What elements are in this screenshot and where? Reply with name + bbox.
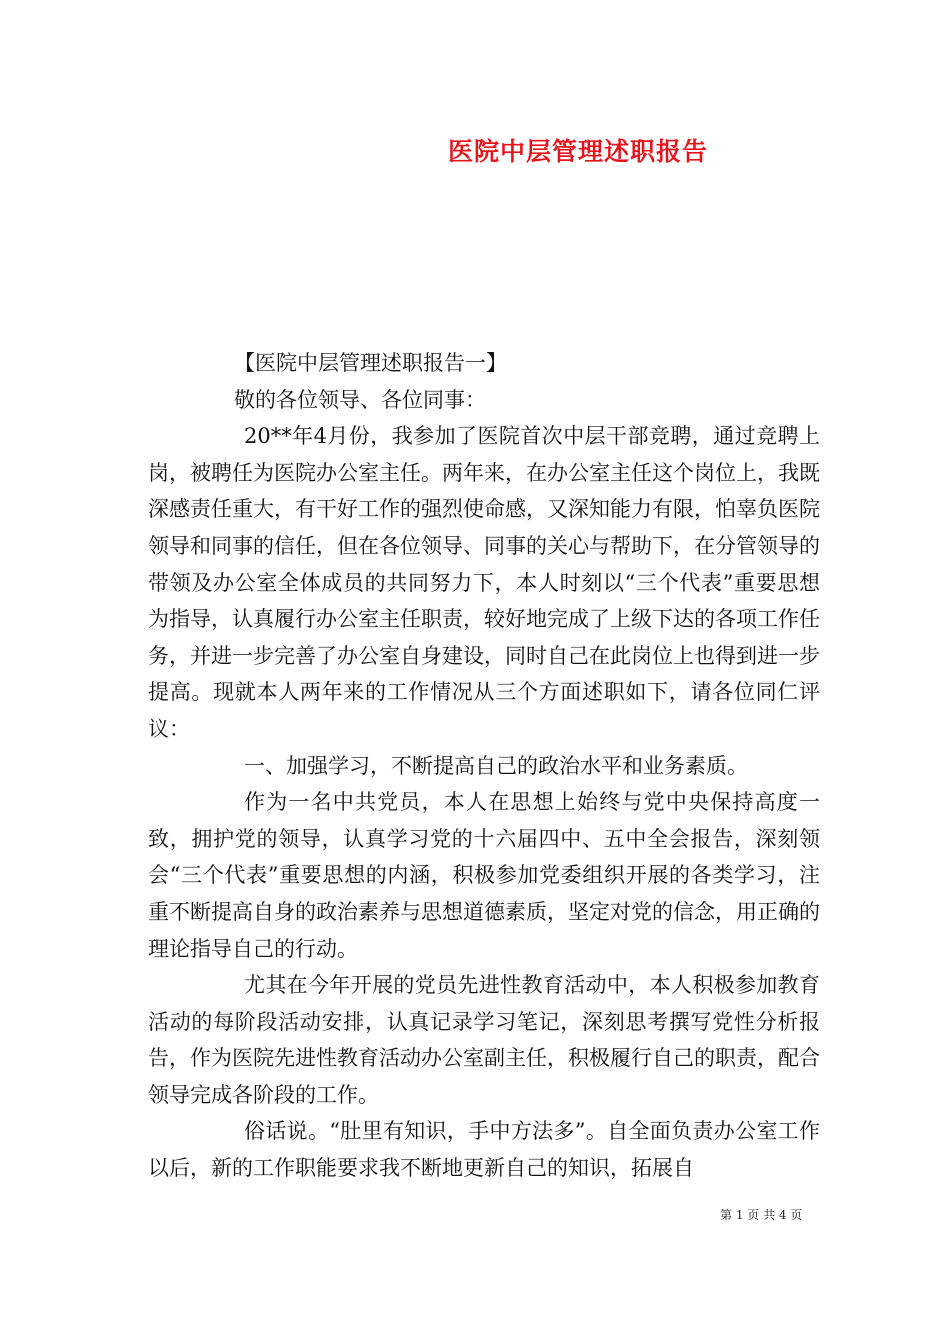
paragraph-2-heading: 一、加强学习，不断提高自己的政治水平和业务素质。	[244, 753, 748, 778]
salutation: 敬的各位领导、各位同事：	[234, 387, 486, 412]
document-title: 医院中层管理述职报告	[448, 137, 709, 166]
page-number-footer: 第 1 页 共 4 页	[720, 1208, 803, 1222]
paragraph-3: 作为一名中共党员，本人在思想上始终与党中央保持高度一致，拥护党的领导，认真学习党的十六届四中、五中全会报告，深刻领会“三个代表”重要思想的内涵，积极参加党委组织开展的各类学习，注重不断提高自身的政治素养与思想道德素质，坚定对党的信念，用正确的理论指导自己的行动。	[148, 790, 820, 961]
section-heading: 【医院中层管理述职报告一】	[234, 351, 507, 375]
paragraph-1: 20**年4月份，我参加了医院首次中层干部竞聘，通过竞聘上岗，被聘任为医院办公室主任。两年来，在办公室主任这个岗位上，我既深感责任重大，有干好工作的强烈使命感，又深知能力有限，怕辜负医院领导和同事的信任，但在各位领导、同事的关心与帮助下，在分管领导的带领及办公室全体成员的共同努力下，本人时刻以“三个代表”重要思想为指导，认真履行办公室主任职责，较好地完成了上级下达的各项工作任务，并进一步完善了办公室自身建设，同时自己在此岗位上也得到进一步提高。现就本人两年来的工作情况从三个方面述职如下，请各位同仁评议：	[148, 424, 820, 741]
paragraph-5: 俗话说。“肚里有知识，手中方法多”。自全面负责办公室工作以后，新的工作职能要求我不断地更新自己的知识，拓展自	[148, 1119, 820, 1181]
paragraph-4: 尤其在今年开展的党员先进性教育活动中，本人积极参加教育活动的每阶段活动安排，认真记录学习笔记，深刻思考撰写党性分析报告，作为医院先进性教育活动办公室副主任，积极履行自己的职责，配合领导完成各阶段的工作。	[148, 973, 820, 1107]
document-body	[148, 345, 820, 1187]
